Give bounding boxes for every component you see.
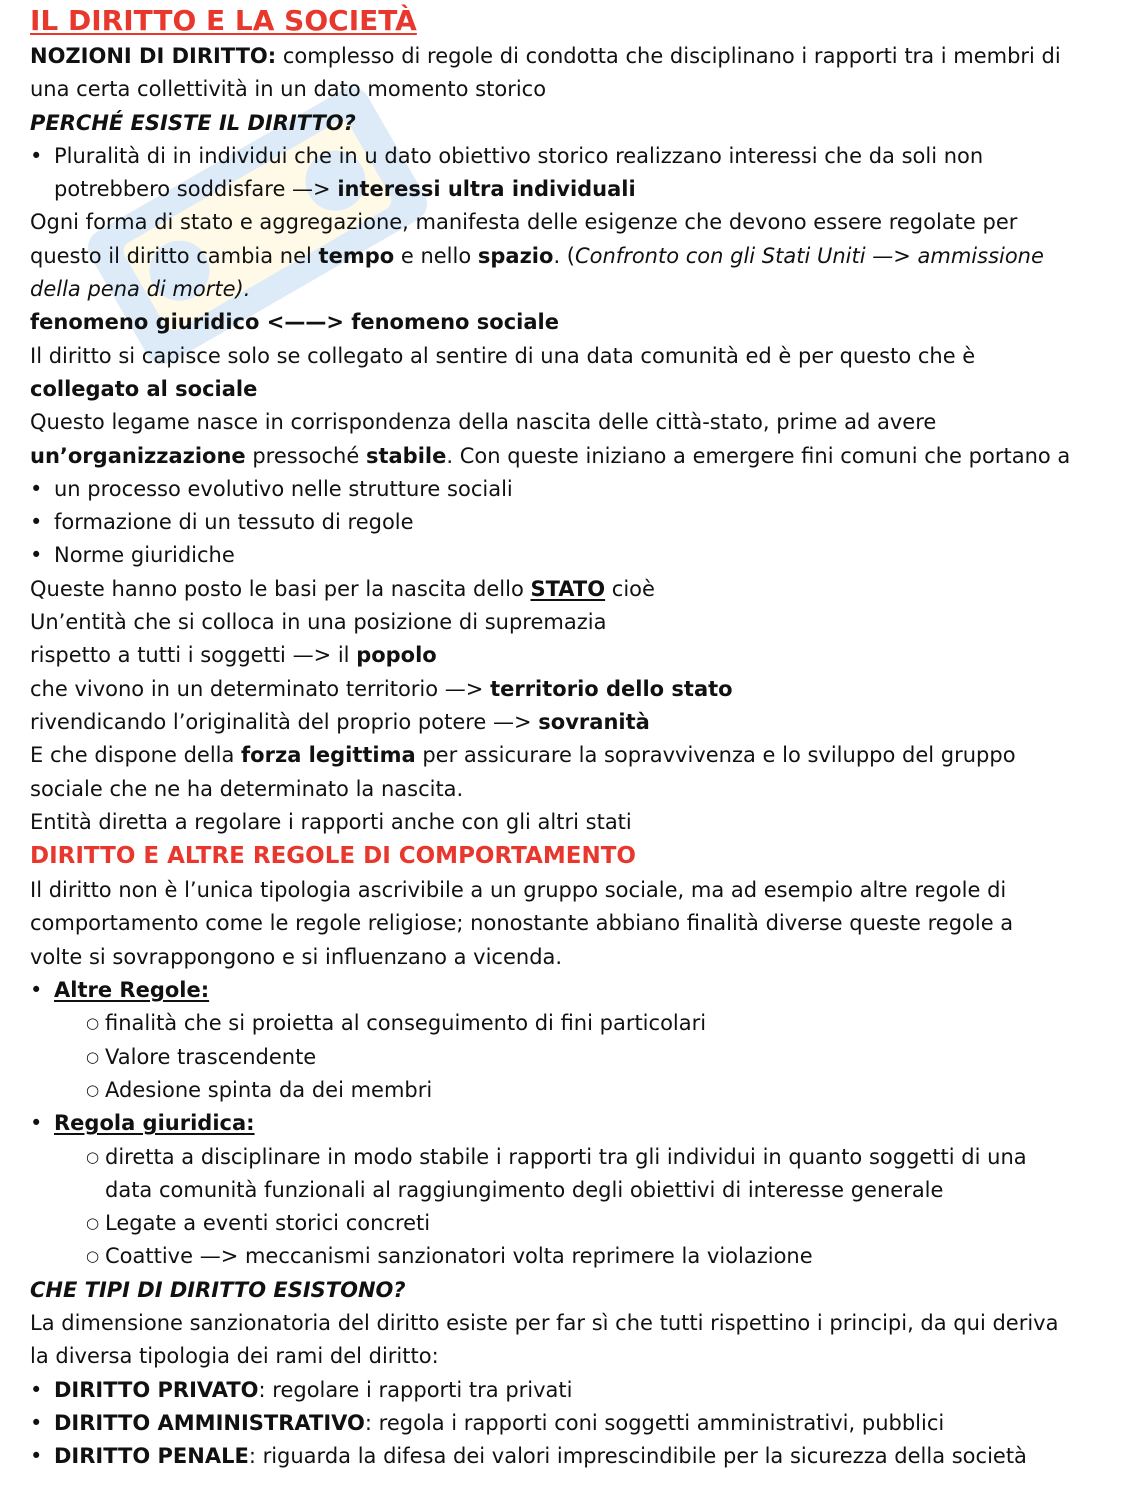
paragraph-sanction: La dimensione sanzionatoria del diritto esiste per far sì che tutti rispettino i principi, da qui deriva xyxy=(30,1310,1059,1335)
bold-term: fenomeno giuridico <——> fenomeno sociale xyxy=(30,310,559,335)
list-item-branch xyxy=(30,1440,1120,1473)
page-title: IL DIRITTO E LA SOCIETÀ xyxy=(30,4,417,37)
text-span: che vivono in un determinato territorio —> xyxy=(30,676,491,701)
force-line-cont: sociale che ne ha determinato la nascita. xyxy=(30,776,464,801)
bullet-legal-rule xyxy=(30,1107,1120,1140)
text-span: Queste hanno posto le basi per la nascita dello xyxy=(30,576,531,601)
force-line xyxy=(30,739,1120,772)
paragraph-rules: Il diritto non è l’unica tipologia ascrivibile a un gruppo sociale, ma ad esempio altre regole di xyxy=(30,878,1007,903)
paragraph-city: Questo legame nasce in corrispondenza della nascita delle città-stato, prime ad avere xyxy=(30,410,937,435)
stato-line xyxy=(30,573,1120,606)
bullet-other-rules xyxy=(30,974,1120,1007)
bullet-plurality xyxy=(30,140,1120,173)
branch-name: DIRITTO PENALE xyxy=(54,1444,249,1469)
sub-list-item: ○ Adesione spinta da dei membri xyxy=(30,1074,1120,1107)
sub-list-item: ○ diretta a disciplinare in modo stabile i rapporti tra gli individui in quanto soggetti di una xyxy=(30,1141,1120,1174)
list-item-branch xyxy=(30,1374,1120,1407)
paragraph-state: Ogni forma di stato e aggregazione, manifesta delle esigenze che devono essere regolate per xyxy=(30,210,1018,235)
phenomenon-line xyxy=(30,306,1120,339)
paragraph-rules-cont: comportamento come le regole religiose; nonostante abbiano finalità diverse queste regole a xyxy=(30,911,1014,936)
bold-term: stabile xyxy=(365,443,447,468)
list-item: • un processo evolutivo nelle strutture sociali xyxy=(30,473,1120,506)
bold-term: spazio xyxy=(477,243,554,268)
document-page xyxy=(30,2,1120,1473)
list-item-branch xyxy=(30,1407,1120,1440)
bold-term: territorio dello stato xyxy=(490,676,733,701)
text-span: rivendicando l’originalità del proprio potere —> xyxy=(30,709,539,734)
definition xyxy=(30,40,1120,73)
text-span: . Con queste iniziano a emergere fini comuni che portano a xyxy=(446,443,1071,468)
branch-name: DIRITTO AMMINISTRATIVO xyxy=(54,1410,365,1435)
bold-term: collegato al sociale xyxy=(30,376,258,401)
text-span: e nello xyxy=(394,243,478,268)
sub-list-item: ○ finalità che si proietta al conseguimento di fini particolari xyxy=(30,1007,1120,1040)
text-span: pressoché xyxy=(245,443,366,468)
bold-term: un’organizzazione xyxy=(30,443,246,468)
bullet-text: potrebbero soddisfare —> xyxy=(54,177,338,202)
section-heading: DIRITTO E ALTRE REGOLE DI COMPORTAMENTO xyxy=(30,843,636,870)
entity-line-2: Entità diretta a regolare i rapporti anche con gli altri stati xyxy=(30,809,632,834)
paragraph-city-cont xyxy=(30,440,1120,473)
list-item: • formazione di un tessuto di regole xyxy=(30,506,1120,539)
paragraph-state-cont xyxy=(30,240,1120,273)
definition-label: NOZIONI DI DIRITTO: xyxy=(30,44,277,68)
text-span: questo il diritto cambia nel xyxy=(30,243,319,268)
bold-term: Altre Regole: xyxy=(54,978,210,1003)
bold-term: tempo xyxy=(318,243,395,268)
bold-term: popolo xyxy=(356,643,437,668)
sub-list-item: ○ Coattive —> meccanismi sanzionatori volta reprimere la violazione xyxy=(30,1240,1120,1273)
branch-desc: : riguarda la difesa dei valori imprescindibile per la sicurezza della società xyxy=(248,1444,1027,1469)
bold-term: forza legittima xyxy=(241,743,416,768)
paragraph-rules-cont: volte si sovrappongono e si influenzano a vicenda. xyxy=(30,944,563,969)
text-span: rispetto a tutti i soggetti —> il xyxy=(30,643,357,668)
text-span: per assicurare la sopravvivenza e lo sviluppo del gruppo xyxy=(415,743,1016,768)
paragraph-social: Il diritto si capisce solo se collegato al sentire di una data comunità ed è per questo che è xyxy=(30,343,976,368)
sub-list-item: ○ Legate a eventi storici concreti xyxy=(30,1207,1120,1240)
paragraph-state-note xyxy=(30,273,1120,306)
sovereignty-line xyxy=(30,706,1120,739)
people-line xyxy=(30,639,1120,672)
text-span: cioè xyxy=(605,576,655,601)
paragraph-social-cont xyxy=(30,373,1120,406)
bold-term: STATO xyxy=(530,576,606,601)
branch-desc: : regolare i rapporti tra privati xyxy=(258,1377,573,1402)
territory-line xyxy=(30,673,1120,706)
bold-term: Regola giuridica: xyxy=(54,1111,255,1136)
branch-desc: : regola i rapporti coni soggetti amministrativi, pubblici xyxy=(364,1410,945,1435)
text-span: E che dispone della xyxy=(30,743,242,768)
text-span: . ( xyxy=(553,243,575,268)
bold-term: interessi ultra individuali xyxy=(337,177,636,202)
bullet-text: Pluralità di in individui che in u dato obiettivo storico realizzano interessi che da soli non xyxy=(54,143,984,168)
branch-name: DIRITTO PRIVATO xyxy=(54,1377,259,1402)
definition-text: complesso di regole di condotta che disciplinano i rapporti tra i membri di xyxy=(276,44,1061,68)
paragraph-sanction-cont: la diversa tipologia dei rami del diritto: xyxy=(30,1344,439,1369)
question-why: PERCHÉ ESISTE IL DIRITTO? xyxy=(30,110,356,135)
list-item: • Norme giuridiche xyxy=(30,539,1120,572)
bullet-plurality-cont xyxy=(30,173,1120,206)
sub-list-item: ○ Valore trascendente xyxy=(30,1041,1120,1074)
entity-line: Un’entità che si colloca in una posizione di supremazia xyxy=(30,610,607,635)
definition-cont: una certa collettività in un dato momento storico xyxy=(30,77,547,102)
question-types: CHE TIPI DI DIRITTO ESISTONO? xyxy=(30,1277,406,1302)
italic-note: Confronto con gli Stati Uniti —> ammissione xyxy=(574,243,1044,268)
italic-note: della pena di morte). xyxy=(30,277,251,302)
sub-list-item-cont: data comunità funzionali al raggiungimento degli obiettivi di interesse generale xyxy=(105,1177,944,1202)
bold-term: sovranità xyxy=(538,709,650,734)
